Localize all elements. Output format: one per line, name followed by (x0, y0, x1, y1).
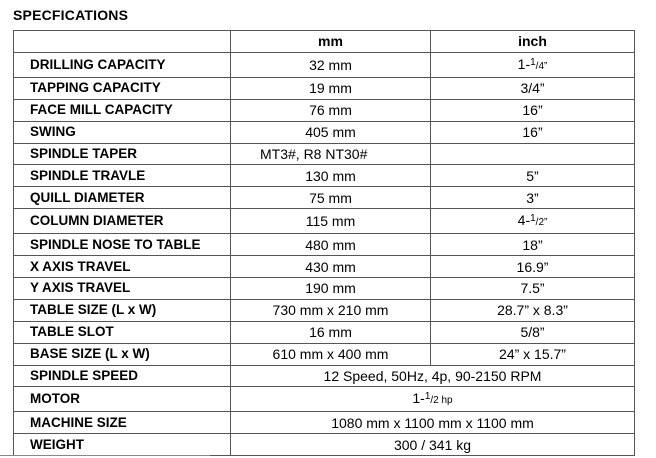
row-span-value: 1080 mm x 1100 mm x 1100 mm (231, 412, 635, 434)
row-label: SPINDLE NOSE TO TABLE (14, 234, 231, 256)
table-row (14, 343, 635, 365)
row-mm-value: 76 mm (231, 99, 431, 121)
row-inch-value: 16” (431, 121, 635, 143)
row-label: MOTOR (14, 387, 231, 412)
inch-fraction-numerator: 1 (530, 56, 536, 68)
bottom-divider (0, 455, 210, 456)
table-row (14, 387, 635, 412)
header-cell-inch: inch (431, 31, 635, 53)
row-mm-value: 430 mm (231, 256, 431, 278)
table-row (14, 434, 635, 456)
row-mm-value: 19 mm (231, 77, 431, 99)
table-row (14, 365, 635, 387)
row-inch-value (431, 52, 635, 77)
row-inch-value: 5” (431, 165, 635, 187)
row-label: Y AXIS TRAVEL (14, 278, 231, 300)
table-row (14, 121, 635, 143)
page-title: SPECFICATIONS (13, 7, 129, 23)
table-row (14, 412, 635, 434)
table-row (14, 209, 635, 234)
row-label: QUILL DIAMETER (14, 187, 231, 209)
header-cell-label (14, 31, 231, 53)
row-inch-value: 18” (431, 234, 635, 256)
span-fraction-denominator: /2 hp (430, 395, 453, 407)
inch-whole: 4- (517, 212, 531, 229)
row-mm-value: 16 mm (231, 321, 431, 343)
row-span-value: 12 Speed, 50Hz, 4p, 90-2150 RPM (231, 365, 635, 387)
row-mm-value: 32 mm (231, 52, 431, 77)
row-label: WEIGHT (14, 434, 231, 456)
row-label: DRILLING CAPACITY (14, 52, 231, 77)
row-label: X AXIS TRAVEL (14, 256, 231, 278)
row-label: TABLE SLOT (14, 321, 231, 343)
row-label: SPINDLE TRAVLE (14, 165, 231, 187)
row-inch-value: 5/8” (431, 321, 635, 343)
row-mm-value: 75 mm (231, 187, 431, 209)
row-inch-value: 7.5” (431, 278, 635, 300)
row-mm-value: MT3#, R8 NT30# (231, 143, 431, 165)
row-mm-value: 480 mm (231, 234, 431, 256)
inch-fraction-denominator: /2” (535, 217, 548, 229)
row-span-value (231, 387, 635, 412)
row-mm-value: 130 mm (231, 165, 431, 187)
span-fraction-numerator: 1 (424, 391, 431, 403)
table-row (14, 256, 635, 278)
inch-fraction-denominator: /4” (535, 60, 548, 72)
row-span-value: 300 / 341 kg (231, 434, 635, 456)
row-mm-value: 115 mm (231, 209, 431, 234)
header-cell-mm: mm (231, 31, 431, 53)
table-row (14, 165, 635, 187)
inch-whole: 1- (517, 55, 531, 72)
table-header-row (14, 31, 635, 53)
table-row (14, 234, 635, 256)
row-label: COLUMN DIAMETER (14, 209, 231, 234)
table-row (14, 99, 635, 121)
row-mm-value: 405 mm (231, 121, 431, 143)
row-label: TAPPING CAPACITY (14, 77, 231, 99)
row-inch-value: 16” (431, 99, 635, 121)
row-mm-value: 190 mm (231, 278, 431, 300)
table-row (14, 52, 635, 77)
row-label: SWING (14, 121, 231, 143)
row-inch-value: 3” (431, 187, 635, 209)
row-label: MACHINE SIZE (14, 412, 231, 434)
inch-fraction-numerator: 1 (530, 213, 536, 225)
row-label: BASE SIZE (L x W) (14, 343, 231, 365)
row-label: SPINDLE TAPER (14, 143, 231, 165)
row-mm-value: 730 mm x 210 mm (231, 299, 431, 321)
span-whole: 1- (412, 390, 425, 407)
row-label: TABLE SIZE (L x W) (14, 299, 231, 321)
table-row (14, 77, 635, 99)
row-inch-value (431, 209, 635, 234)
table-row (14, 187, 635, 209)
specifications-table (13, 30, 635, 456)
row-inch-value: 3/4” (431, 77, 635, 99)
row-inch-value: 24” x 15.7” (431, 343, 635, 365)
row-label: SPINDLE SPEED (14, 365, 231, 387)
row-inch-value: 16.9” (431, 256, 635, 278)
row-mm-value: 610 mm x 400 mm (231, 343, 431, 365)
row-label: FACE MILL CAPACITY (14, 99, 231, 121)
table-row (14, 299, 635, 321)
table-row (14, 321, 635, 343)
table-row (14, 278, 635, 300)
row-inch-value (431, 143, 635, 165)
table-row (14, 143, 635, 165)
row-inch-value: 28.7” x 8.3” (431, 299, 635, 321)
